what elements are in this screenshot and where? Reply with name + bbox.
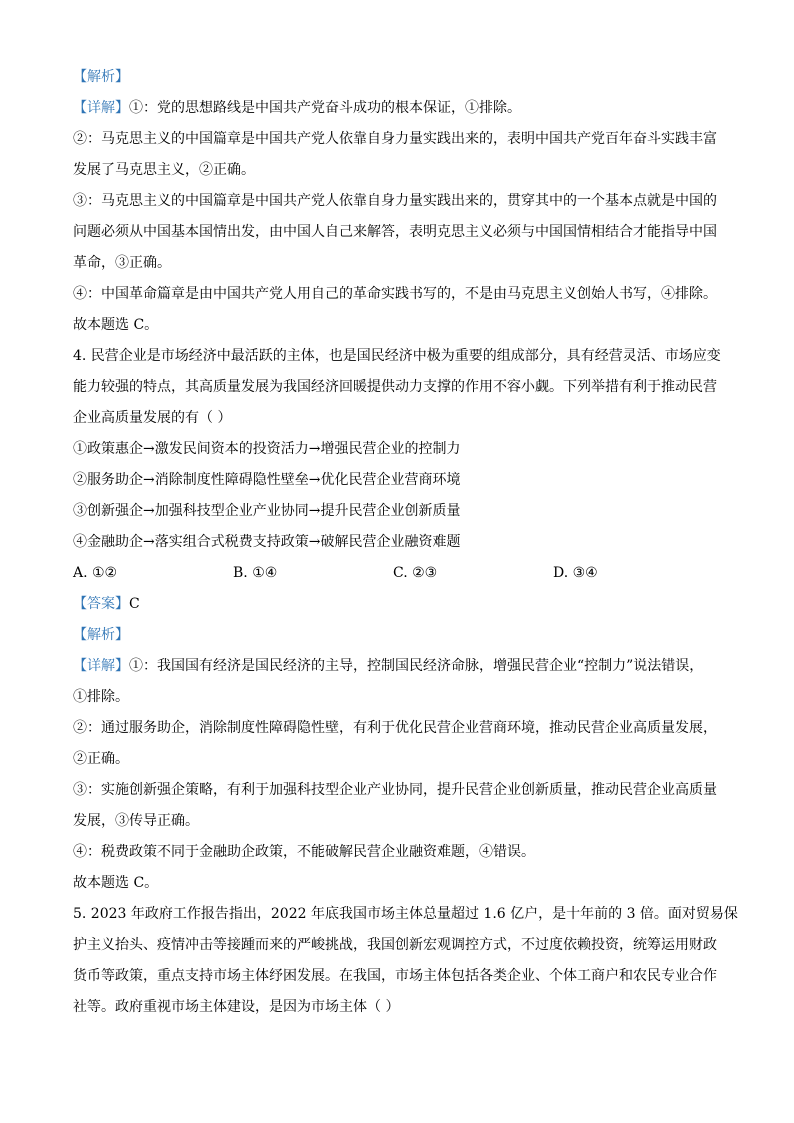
q4-analysis-line: 发展，③传导正确。	[73, 813, 199, 829]
option-d: D. ③④	[553, 565, 598, 581]
q4-analysis-heading	[73, 620, 733, 651]
q4-item: ②服务助企→消除制度性障碍隐性壁垒→优化民营企业营商环境	[73, 472, 461, 488]
q3-analysis-line	[73, 93, 733, 124]
document-page	[73, 62, 738, 1023]
q4-stem-line: 能力较强的特点，其高质量发展为我国经济回暖提供动力支撑的作用不容小觑。下列举措有利于推动民营	[73, 379, 717, 395]
answer-tag: 【答案】	[73, 596, 129, 612]
q3-analysis-line: 问题必须从中国基本国情出发，由中国人自己来解答，表明克思主义必须与中国国情相结合才能指导中国	[73, 224, 717, 240]
q4-item: ④金融助企→落实组合式税费支持政策→破解民营企业融资难题	[73, 534, 461, 550]
q4-analysis-line: ④：税费政策不同于金融助企政策，不能破解民营企业融资难题，④错误。	[73, 844, 535, 860]
q4-answer	[73, 589, 733, 620]
analysis-tag: 【解析】	[73, 69, 129, 85]
q3-analysis-heading	[73, 62, 733, 93]
q4-item: ①政策惠企→激发民间资本的投资活力→增强民营企业的控制力	[73, 441, 461, 457]
q5-stem-line: 护主义抬头、疫情冲击等接踵而来的严峻挑战，我国创新宏观调控方式，不过度依赖投资，统筹运用财政	[73, 937, 717, 953]
option-c: C. ②③	[393, 565, 438, 581]
q4-item: ③创新强企→加强科技型企业产业协同→提升民营企业创新质量	[73, 503, 461, 519]
q5-stem-line: 5. 2023 年政府工作报告指出，2022 年底我国市场主体总量超过 1.6 亿户，是十年前的 3 倍。面对贸易保	[73, 906, 738, 922]
q3-analysis-line: ④：中国革命篇章是由中国共产党人用自己的革命实践书写的，不是由马克思主义创始人书写，④排除。	[73, 286, 717, 302]
q3-conclusion: 故本题选 C。	[73, 317, 159, 333]
q4-stem-line: 企业高质量发展的有（ ）	[73, 410, 232, 426]
q3-analysis-line: 革命，③正确。	[73, 255, 171, 271]
q4-analysis-line: ②：通过服务助企，消除制度性障碍隐性壁，有利于优化民营企业营商环境，推动民营企业高质量发展，	[73, 720, 717, 736]
analysis-text: ①：党的思想路线是中国共产党奋斗成功的根本保证，①排除。	[129, 100, 521, 116]
q3-analysis-line: 发展了马克思主义，②正确。	[73, 162, 255, 178]
q4-analysis-line: ①排除。	[73, 689, 129, 705]
answer-value: C	[129, 596, 140, 612]
detail-tag: 【详解】	[73, 658, 129, 674]
q4-options	[73, 558, 733, 589]
q4-analysis-line: ②正确。	[73, 751, 129, 767]
q4-analysis-line	[73, 651, 733, 682]
q4-conclusion: 故本题选 C。	[73, 875, 159, 891]
q5-stem-line: 社等。政府重视市场主体建设，是因为市场主体（ ）	[73, 999, 400, 1015]
option-b: B. ①④	[233, 565, 278, 581]
q3-analysis-line: ③：马克思主义的中国篇章是中国共产党人依靠自身力量实践出来的，贯穿其中的一个基本点就是中国的	[73, 193, 717, 209]
q5-stem-line: 货币等政策，重点支持市场主体纾困发展。在我国，市场主体包括各类企业、个体工商户和农民专业合作	[73, 968, 717, 984]
q4-stem-line: 4. 民营企业是市场经济中最活跃的主体，也是国民经济中极为重要的组成部分，具有经营灵活、市场应变	[73, 348, 721, 364]
option-a: A. ①②	[73, 565, 118, 581]
detail-tag: 【详解】	[73, 100, 129, 116]
analysis-tag: 【解析】	[73, 627, 129, 643]
q3-analysis-line: ②：马克思主义的中国篇章是中国共产党人依靠自身力量实践出来的，表明中国共产党百年奋斗实践丰富	[73, 131, 717, 147]
analysis-text: ①：我国国有经济是国民经济的主导，控制国民经济命脉，增强民营企业“控制力”说法错误，	[129, 658, 704, 674]
q4-analysis-line: ③：实施创新强企策略，有利于加强科技型企业产业协同，提升民营企业创新质量，推动民营企业高质量	[73, 782, 717, 798]
